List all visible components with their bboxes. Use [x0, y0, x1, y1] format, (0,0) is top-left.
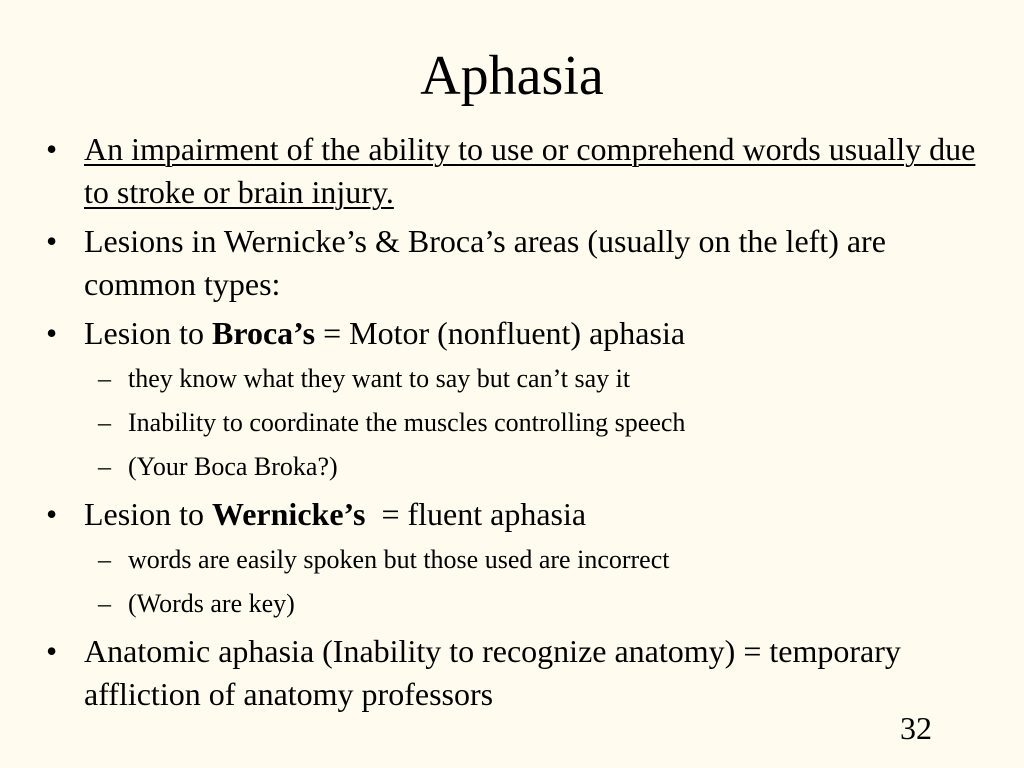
anatomic-text: Anatomic aphasia (Inability to recognize anatomy) = temporary affliction of anatomy professors: [84, 633, 901, 712]
broca-term: Broca’s: [211, 315, 316, 351]
definition-text: An impairment of the ability to use or comprehend words usually due to stroke or brain injury.: [84, 131, 976, 210]
sub-bullet-marker: –: [98, 408, 111, 437]
slide-title: Aphasia: [420, 45, 604, 107]
bullet-marker: •: [46, 223, 58, 259]
sub-bullet-text: words are easily spoken but those used are incorrect: [128, 545, 670, 574]
sub-bullet-marker: –: [98, 364, 111, 393]
bullet-marker: •: [46, 633, 58, 669]
bullet-marker: •: [46, 131, 58, 167]
sub-bullet-broca-2: [46, 405, 986, 441]
page-number: 32: [900, 710, 932, 746]
bullet-list: [46, 128, 986, 722]
sub-bullet-marker: –: [98, 589, 111, 618]
sub-bullet-text: Inability to coordinate the muscles controlling speech: [128, 408, 686, 437]
broca-suffix: = Motor (nonfluent) aphasia: [315, 315, 686, 351]
sub-bullet-wernicke-1: [46, 542, 986, 578]
bullet-anatomic: [46, 630, 986, 716]
sub-bullet-broca-1: [46, 361, 986, 397]
bullet-marker: •: [46, 496, 58, 532]
bullet-marker: •: [46, 315, 58, 351]
sub-bullet-wernicke-2: [46, 586, 986, 622]
sub-bullet-text: (Words are key): [128, 589, 295, 618]
bullet-definition: [46, 128, 986, 214]
wernicke-suffix: = fluent aphasia: [365, 496, 587, 532]
bullet-lesions: [46, 220, 986, 306]
bullet-wernicke: [46, 493, 986, 536]
sub-bullet-marker: –: [98, 545, 111, 574]
sub-bullet-text: (Your Boca Broka?): [128, 452, 338, 481]
wernicke-prefix: Lesion to: [84, 496, 212, 532]
sub-bullet-broca-3: [46, 449, 986, 485]
wernicke-term: Wernicke’s: [211, 496, 366, 532]
bullet-broca: [46, 312, 986, 355]
sub-bullet-marker: –: [98, 452, 111, 481]
sub-bullet-text: they know what they want to say but can’t say it: [128, 364, 631, 393]
broca-prefix: Lesion to: [84, 315, 212, 351]
lesions-text: Lesions in Wernicke’s & Broca’s areas (usually on the left) are common types:: [84, 223, 886, 302]
